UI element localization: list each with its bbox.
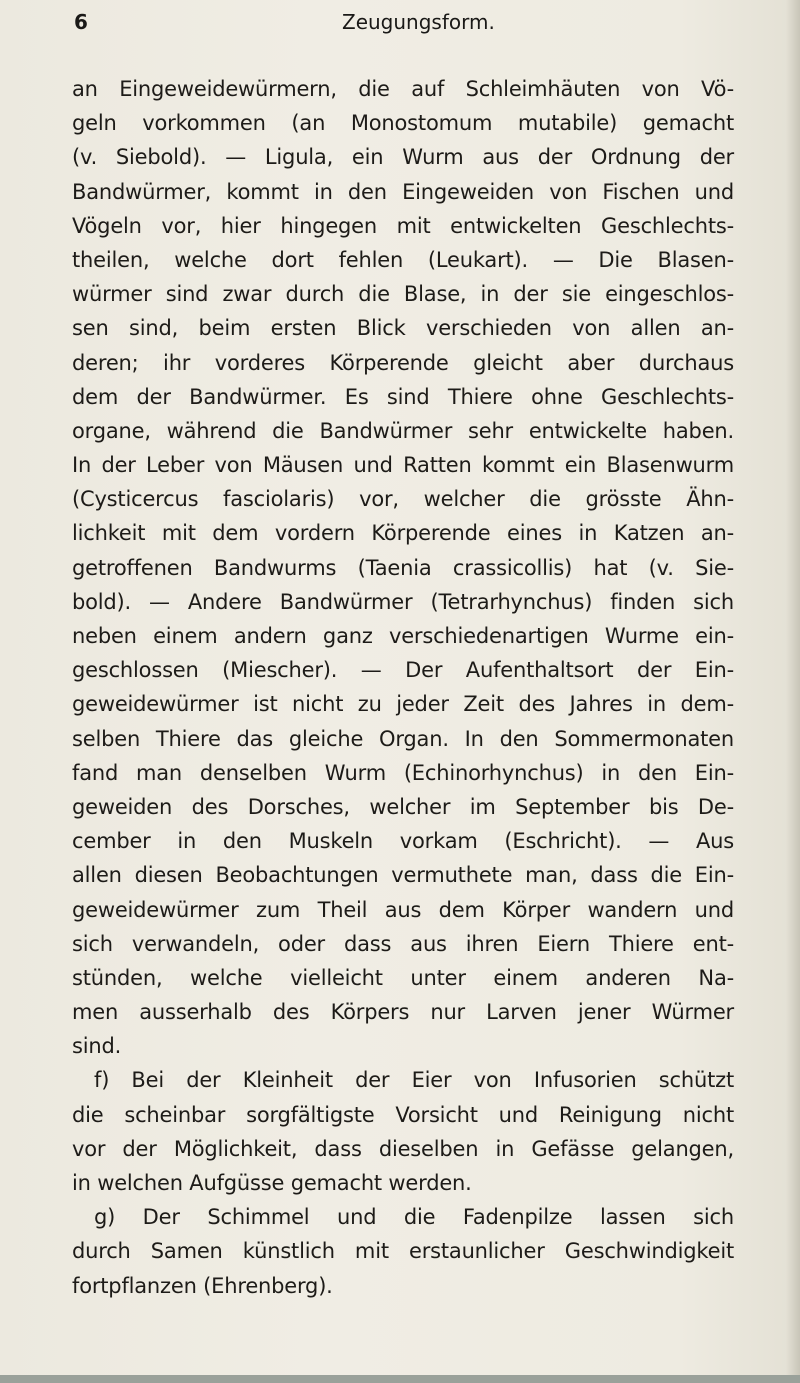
text-line: die scheinbar sorgfältigste Vorsicht und Reinigung nicht	[72, 1102, 734, 1127]
text-line: würmer sind zwar durch die Blase, in der sie eingeschlos-	[72, 282, 734, 307]
text-line: men ausserhalb des Körpers nur Larven jener Würmer	[72, 1000, 734, 1025]
text-line: (v. Siebold). — Ligula, ein Wurm aus der Ordnung der	[72, 145, 734, 170]
text-line: fortpflanzen (Ehrenberg).	[72, 1273, 333, 1298]
text-line: geweidewürmer ist nicht zu jeder Zeit des Jahres in dem-	[72, 692, 734, 717]
text-line: g) Der Schimmel und die Fadenpilze lassen sich	[94, 1205, 734, 1230]
body-text	[72, 72, 734, 1303]
text-line: (Cysticercus fasciolaris) vor, welcher die grösste Ähn-	[72, 487, 734, 512]
text-line: in welchen Aufgüsse gemacht werden.	[72, 1171, 472, 1195]
text-line: lichkeit mit dem vordern Körperende eines in Katzen an-	[72, 521, 734, 546]
text-line: deren; ihr vorderes Körperende gleicht aber durchaus	[72, 350, 734, 375]
text-line: an Eingeweidewürmern, die auf Schleimhäuten von Vö-	[72, 77, 734, 101]
text-line: neben einem andern ganz verschiedenartigen Wurme ein-	[72, 624, 734, 648]
text-line: geweidewürmer zum Theil aus dem Körper wandern und	[72, 897, 734, 922]
text-line: organe, während die Bandwürmer sehr entwickelte haben.	[72, 418, 734, 443]
text-line: vor der Möglichkeit, dass dieselben in Gefässe gelangen,	[72, 1136, 734, 1161]
text-line: geln vorkommen (an Monostomum mutabile) gemacht	[72, 111, 734, 136]
running-title: Zeugungsform.	[342, 10, 495, 34]
text-line: In der Leber von Mäusen und Ratten kommt ein Blasenwurm	[72, 453, 734, 478]
text-line: Vögeln vor, hier hingegen mit entwickelten Geschlechts-	[72, 213, 734, 238]
text-line: fand man denselben Wurm (Echinorhynchus) in den Ein-	[72, 760, 734, 785]
page-number: 6	[74, 10, 88, 34]
text-line: getroffenen Bandwurms (Taenia crassicollis) hat (v. Sie-	[72, 555, 734, 580]
page-header	[74, 10, 724, 50]
text-line: selben Thiere das gleiche Organ. In den Sommermonaten	[72, 726, 734, 751]
text-line: sen sind, beim ersten Blick verschieden von allen an-	[72, 316, 734, 341]
text-line: cember in den Muskeln vorkam (Eschricht). — Aus	[72, 829, 734, 854]
text-line: sich verwandeln, oder dass aus ihren Eiern Thiere ent-	[72, 931, 734, 956]
text-line: stünden, welche vielleicht unter einem anderen Na-	[72, 965, 734, 990]
text-line: bold). — Andere Bandwürmer (Tetrarhynchus) finden sich	[72, 589, 734, 614]
text-line: geweiden des Dorsches, welcher im September bis De-	[72, 794, 734, 819]
text-line: geschlossen (Miescher). — Der Aufenthaltsort der Ein-	[72, 658, 734, 683]
text-line: allen diesen Beobachtungen vermuthete man, dass die Ein-	[72, 863, 734, 888]
text-line: dem der Bandwürmer. Es sind Thiere ohne Geschlechts-	[72, 384, 734, 409]
text-line: theilen, welche dort fehlen (Leukart). — Die Blasen-	[72, 247, 734, 272]
page-edge-shadow	[786, 0, 800, 1383]
text-line: sind.	[72, 1034, 122, 1059]
text-line: durch Samen künstlich mit erstaunlicher Geschwindigkeit	[72, 1239, 734, 1264]
bottom-edge-strip	[0, 1375, 800, 1383]
text-line: Bandwürmer, kommt in den Eingeweiden von Fischen und	[72, 179, 734, 204]
text-line: f) Bei der Kleinheit der Eier von Infusorien schützt	[94, 1068, 734, 1093]
